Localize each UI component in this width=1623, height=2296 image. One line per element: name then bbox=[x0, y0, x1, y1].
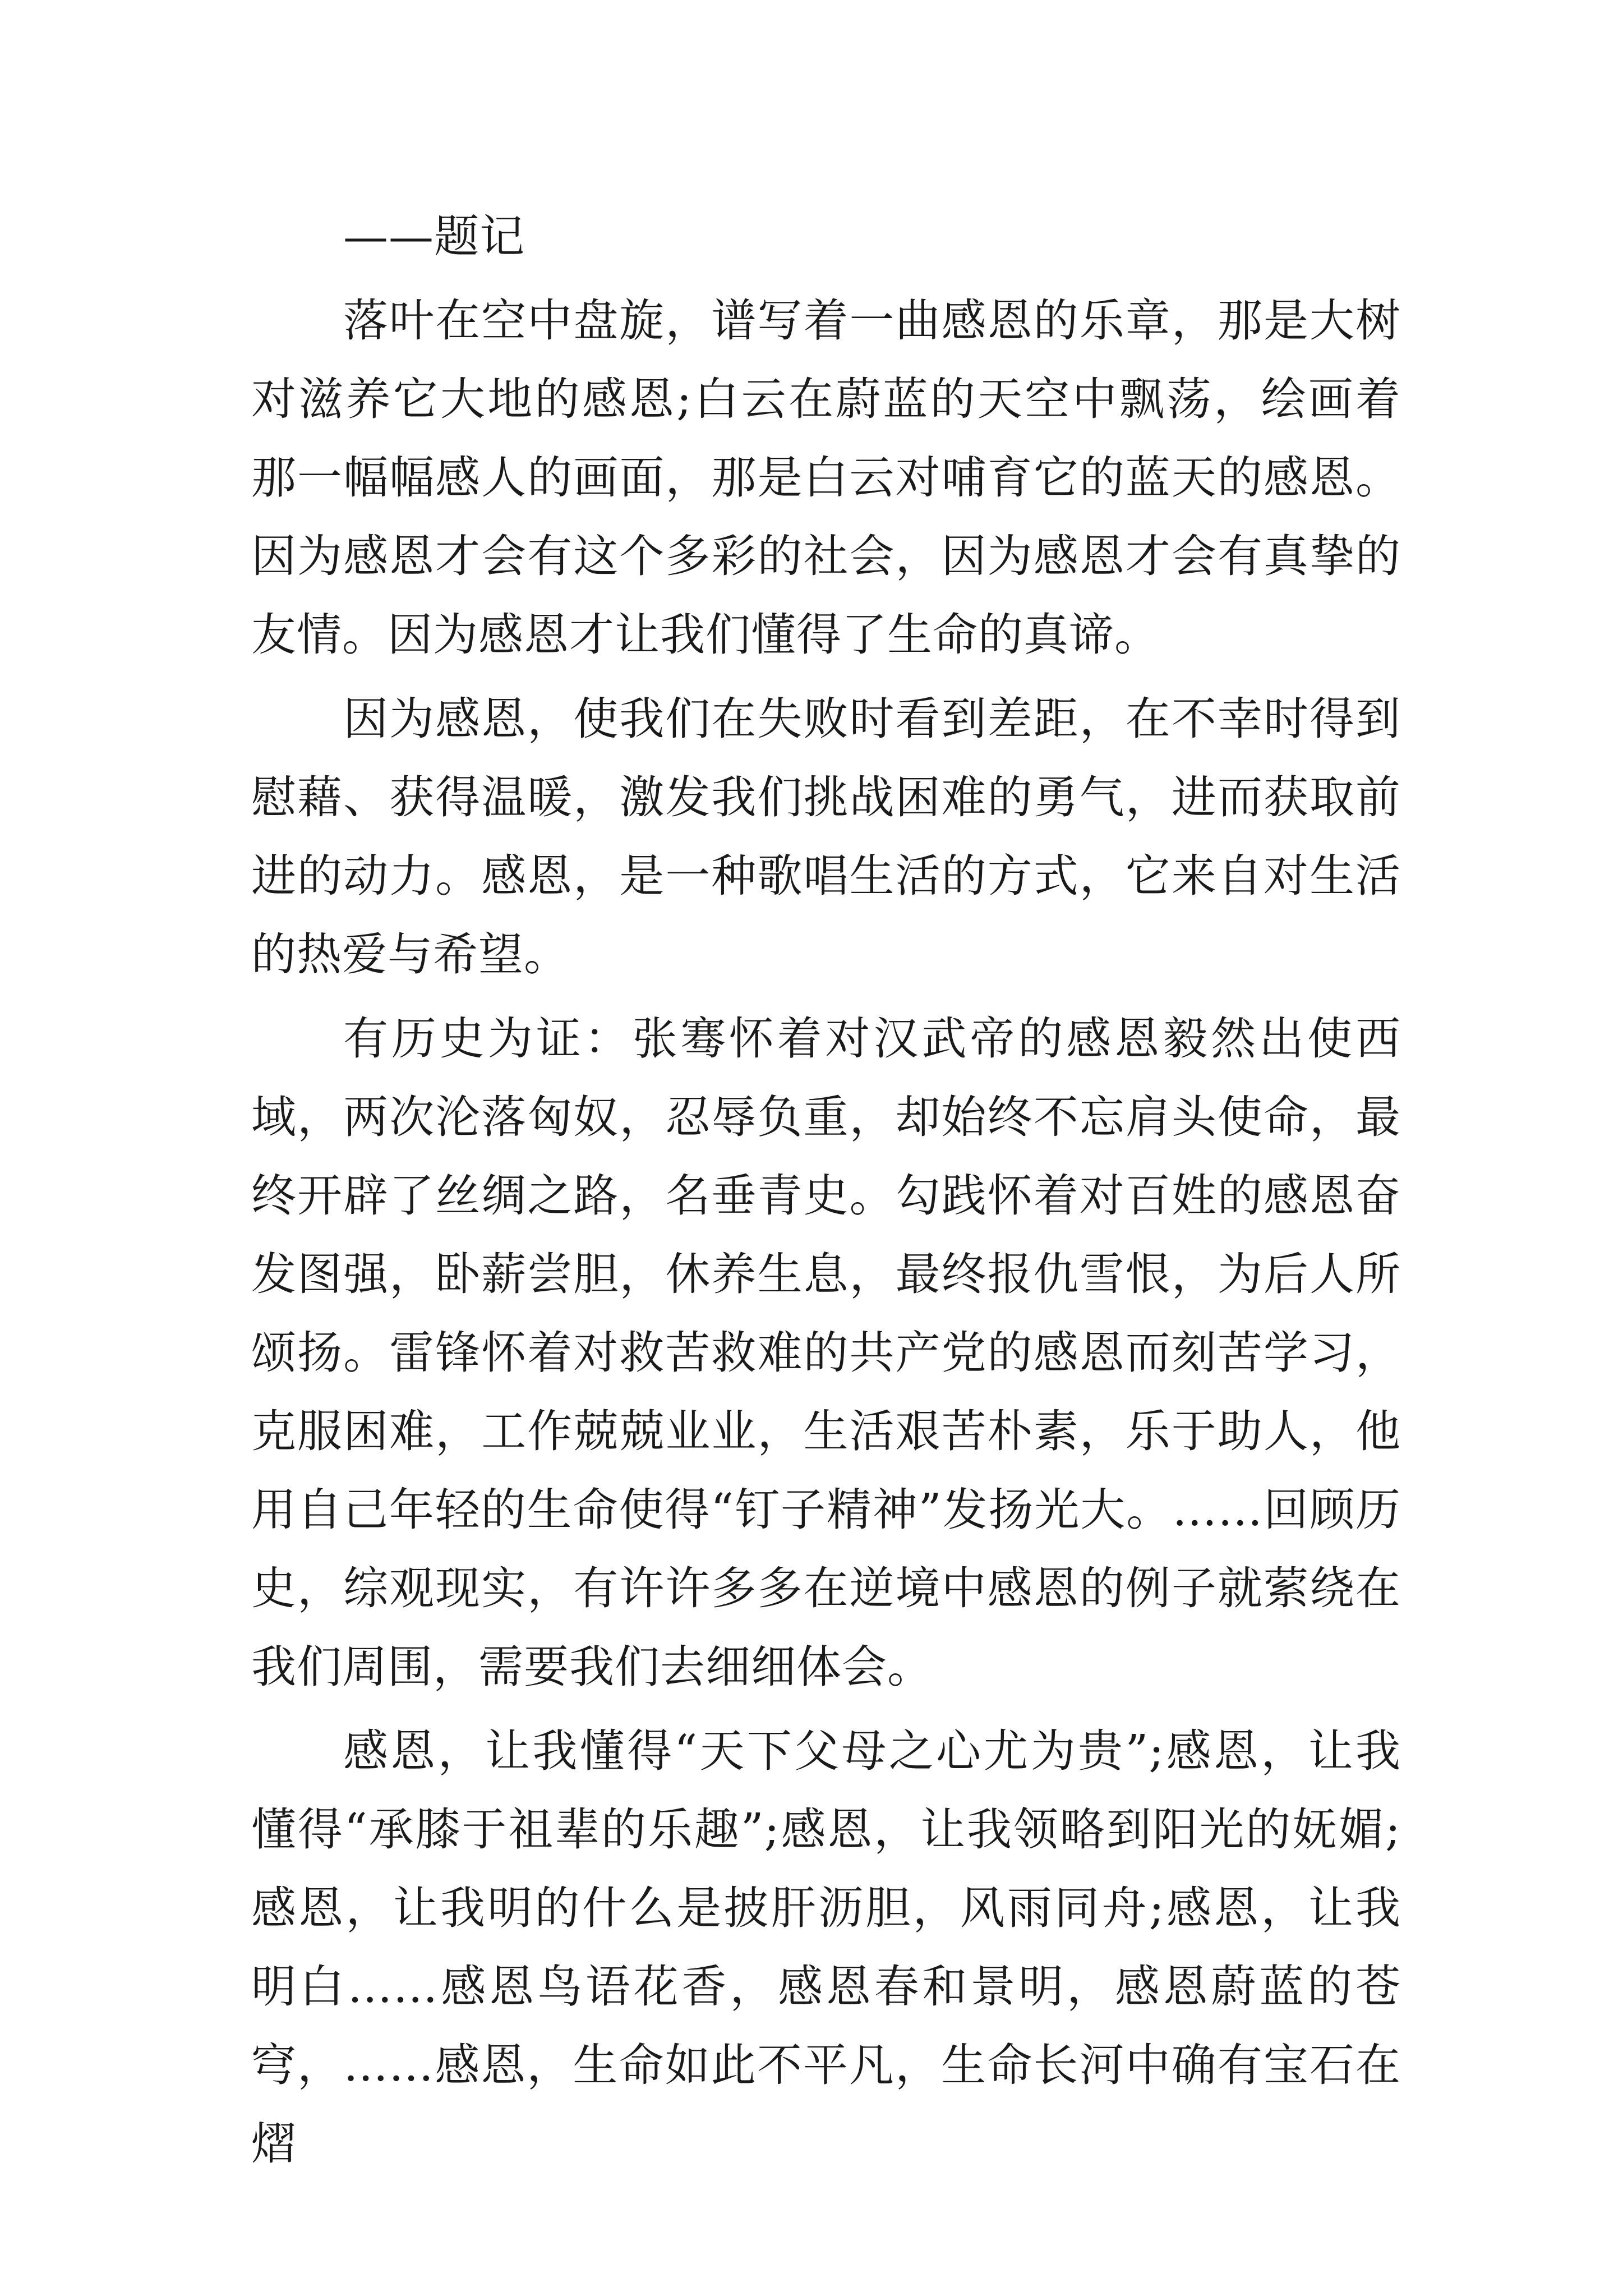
document-body bbox=[251, 197, 1401, 2183]
epigraph-attribution: ——题记 bbox=[343, 210, 525, 263]
paragraph: 感恩，让我懂得“天下父母之心尤为贵”;感恩，让我懂得“承膝于祖辈的乐趣”;感恩，让我领略到阳光的妩媚;感恩，让我明的什么是披肝沥胆，风雨同舟;感恩，让我明白……感恩鸟语花香，感恩春和景明，感恩蔚蓝的苍穹，……感恩，生命如此不平凡，生命长河中确有宝石在熠 bbox=[251, 1725, 1401, 2170]
paragraph: 因为感恩，使我们在失败时看到差距，在不幸时得到慰藉、获得温暖，激发我们挑战困难的勇气，进而获取前进的动力。感恩，是一种歌唱生活的方式，它来自对生活的热爱与希望。 bbox=[251, 693, 1401, 981]
paragraph: 有历史为证：张骞怀着对汉武帝的感恩毅然出使西域，两次沦落匈奴，忍辱负重，却始终不忘肩头使命，最终开辟了丝绸之路，名垂青史。勾践怀着对百姓的感恩奋发图强，卧薪尝胆，休养生息，最终报仇雪恨，为后人所颂扬。雷锋怀着对救苦救难的共产党的感恩而刻苦学习，克服困难，工作兢兢业业，生活艰苦朴素，乐于助人，他用自己年轻的生命使得“钉子精神”发扬光大。……回顾历史，综观现实，有许许多多在逆境中感恩的例子就萦绕在我们周围，需要我们去细细体会。 bbox=[251, 1013, 1401, 1693]
paragraph: 落叶在空中盘旋，谱写着一曲感恩的乐章，那是大树对滋养它大地的感恩;白云在蔚蓝的天空中飘荡，绘画着那一幅幅感人的画面，那是白云对哺育它的蓝天的感恩。因为感恩才会有这个多彩的社会，因为感恩才会有真挚的友情。因为感恩才让我们懂得了生命的真谛。 bbox=[251, 295, 1401, 661]
